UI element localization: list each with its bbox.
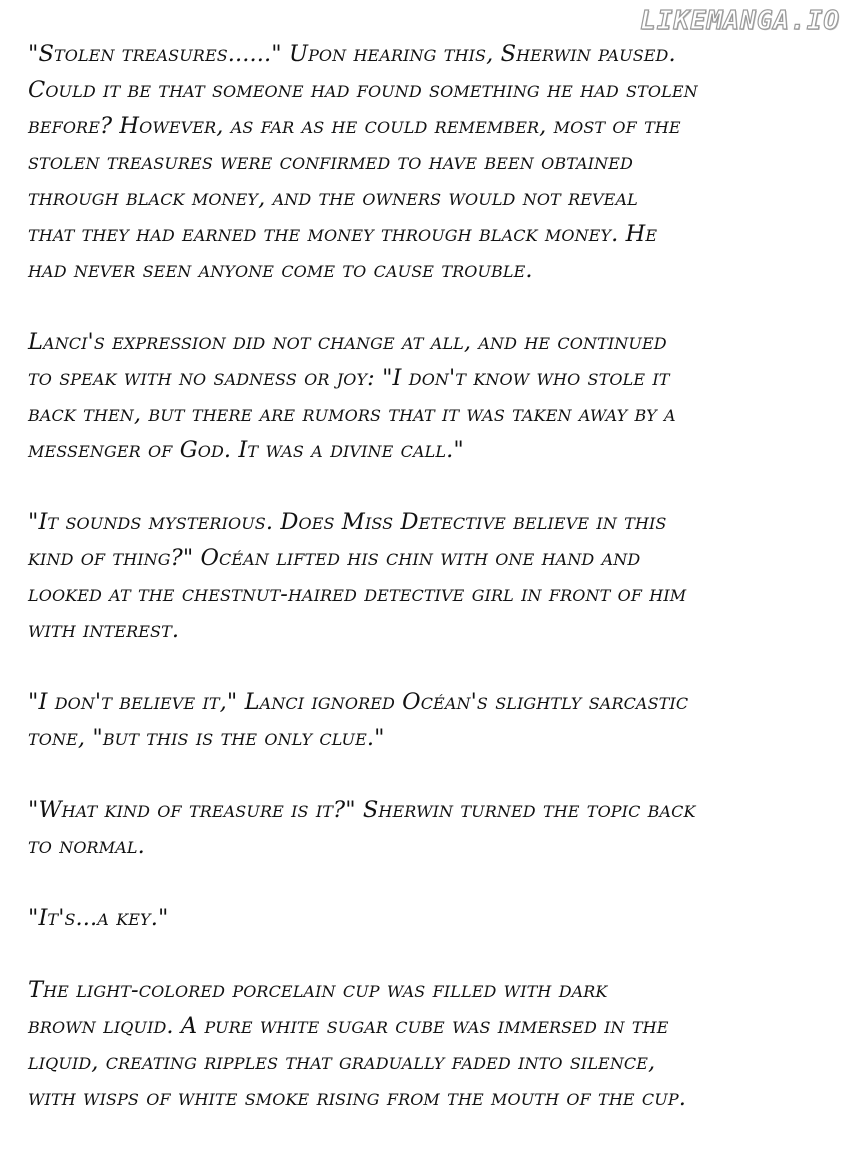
paragraph-its-a-key: "It's...a key." (28, 905, 169, 931)
watermark-logo: LIKEMANGA.IO (640, 6, 840, 36)
paragraph-what-kind-treasure: "What kind of treasure is it?" Sherwin turned the topic back to normal. (28, 797, 696, 859)
paragraph-dont-believe: "I don't believe it," Lanci ignored Océan's slightly sarcastic tone, "but this is the only clue." (28, 689, 689, 751)
paragraph-porcelain-cup: The light-colored porcelain cup was filled with dark brown liquid. A pure white sugar cube was immersed in the liquid, creating ripples that gradually faded into silence, with wisps of white smoke rising from the mouth of the cup. (28, 977, 686, 1111)
paragraph-lanci-expression: Lanci's expression did not change at all, and he continued to speak with no sadness or joy: "I don't know who stole it back then, but there are rumors that it was taken away by a messenger of God. It was a divine call." (28, 329, 676, 463)
paragraph-sounds-mysterious: "It sounds mysterious. Does Miss Detective believe in this kind of thing?" Océan lifted his chin with one hand and looked at the chestnut-haired detective girl in front of him with interest. (28, 509, 687, 643)
story-text (28, 36, 843, 1152)
paragraph-stolen-treasures: "Stolen treasures......" Upon hearing this, Sherwin paused. Could it be that someone had found something he had stolen before? However, as far as he could remember, most of the stolen treasures were confirmed to have been obtained through black money, and the owners would not reveal that they had earned the money through black money. He had never seen anyone come to cause trouble. (28, 41, 698, 283)
